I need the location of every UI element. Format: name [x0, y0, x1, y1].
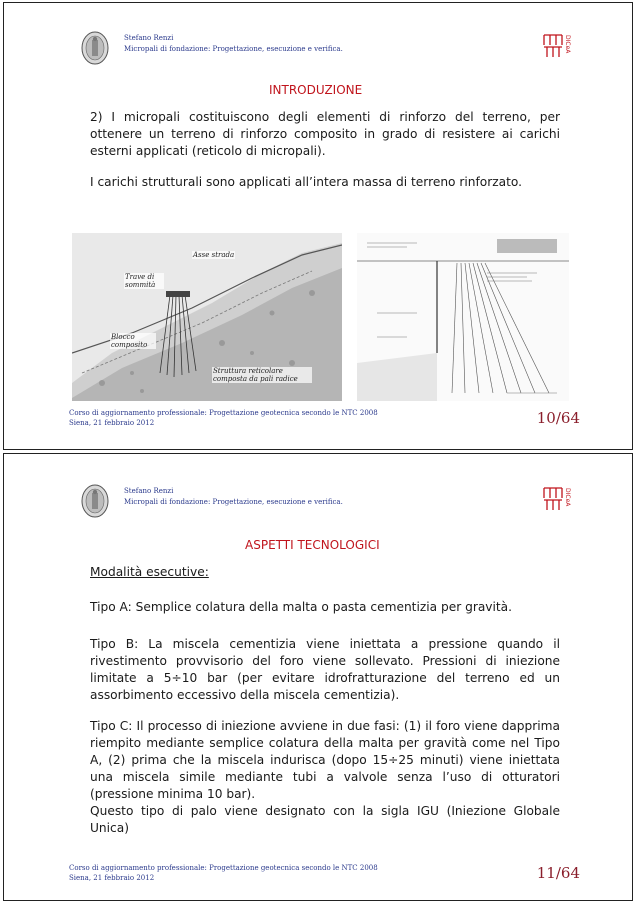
section-title: ASPETTI TECNOLOGICI [245, 538, 380, 552]
university-seal-icon [81, 31, 109, 65]
presentation-subtitle: Micropali di fondazione: Progettazione, esecuzione e verifica. [124, 498, 343, 506]
author-name: Stefano Renzi [124, 34, 174, 42]
svg-text:DICeA: DICeA [564, 35, 571, 54]
igu-paragraph: Questo tipo di palo viene designato con la sigla IGU (Iniezione Globale Unica) [90, 804, 560, 835]
presentation-subtitle: Micropali di fondazione: Progettazione, esecuzione e verifica. [124, 45, 343, 53]
course-date: Siena, 21 febbraio 2012 [69, 419, 155, 427]
label-blocco-composito: Blocco composito [110, 333, 156, 349]
page-number: 10/64 [536, 409, 580, 427]
label-asse-strada: Asse strada [193, 251, 235, 259]
course-title: Corso di aggiornamento professionale: Progettazione geotecnica secondo le NTC 2008 [69, 864, 378, 872]
slide-header [67, 478, 580, 530]
slide-10 [67, 25, 580, 435]
slide-11 [67, 478, 580, 890]
intro-paragraph-2: I carichi strutturali sono applicati all’intera massa di terreno rinforzato. [90, 175, 523, 189]
slide-header [67, 25, 580, 77]
label-struttura-reticolare: Struttura reticolare composta da pali radice [212, 367, 312, 383]
figure-technical-section [357, 233, 569, 401]
intro-paragraph-1: 2) I micropali costituiscono degli elementi di rinforzo del terreno, per ottenere un terreno di rinforzo composito in grado di resistere ai carichi esterni applicati (reticolo di micropali). [90, 110, 560, 158]
type-a-paragraph: Tipo A: Semplice colatura della malta o pasta cementizia per gravità. [90, 600, 513, 614]
page-frame-1 [3, 2, 633, 450]
university-seal-icon [81, 484, 109, 518]
type-b-paragraph: Tipo B: La miscela cementizia viene iniettata a pressione quando il rivestimento provvisorio del foro viene sollevato. Pressioni di iniezione limitate a 5÷10 bar (per evitare idrofratturazione del terreno ed un assorbimento eccessivo della miscela cementizia). [90, 637, 560, 702]
section-drawing [357, 233, 569, 401]
page-number: 11/64 [536, 864, 580, 882]
figure-slope-reinforcement [72, 233, 342, 401]
execution-heading: Modalità esecutive: [90, 565, 209, 579]
slide-footer [67, 864, 580, 886]
type-c-paragraph: Tipo C: Il processo di iniezione avviene in due fasi: (1) il foro viene dapprima riempito mediante semplice colatura della malta per gravità come nel Tipo A, (2) prima che la miscela indurisca (dopo 15÷25 minuti) viene iniettata una miscela simile mediante tubi a valvole senza l’uso di otturatori (pressione minima 10 bar). [90, 719, 560, 801]
slide-footer [67, 409, 580, 431]
course-title: Corso di aggiornamento professionale: Progettazione geotecnica secondo le NTC 2008 [69, 409, 378, 417]
svg-text:DICeA: DICeA [564, 488, 571, 507]
page-frame-2 [3, 453, 633, 901]
department-logo-icon [542, 31, 572, 69]
label-trave-sommita: Trave di sommità [124, 273, 164, 289]
department-logo-icon [542, 484, 572, 522]
section-title: INTRODUZIONE [269, 83, 363, 97]
course-date: Siena, 21 febbraio 2012 [69, 874, 155, 882]
author-name: Stefano Renzi [124, 487, 174, 495]
